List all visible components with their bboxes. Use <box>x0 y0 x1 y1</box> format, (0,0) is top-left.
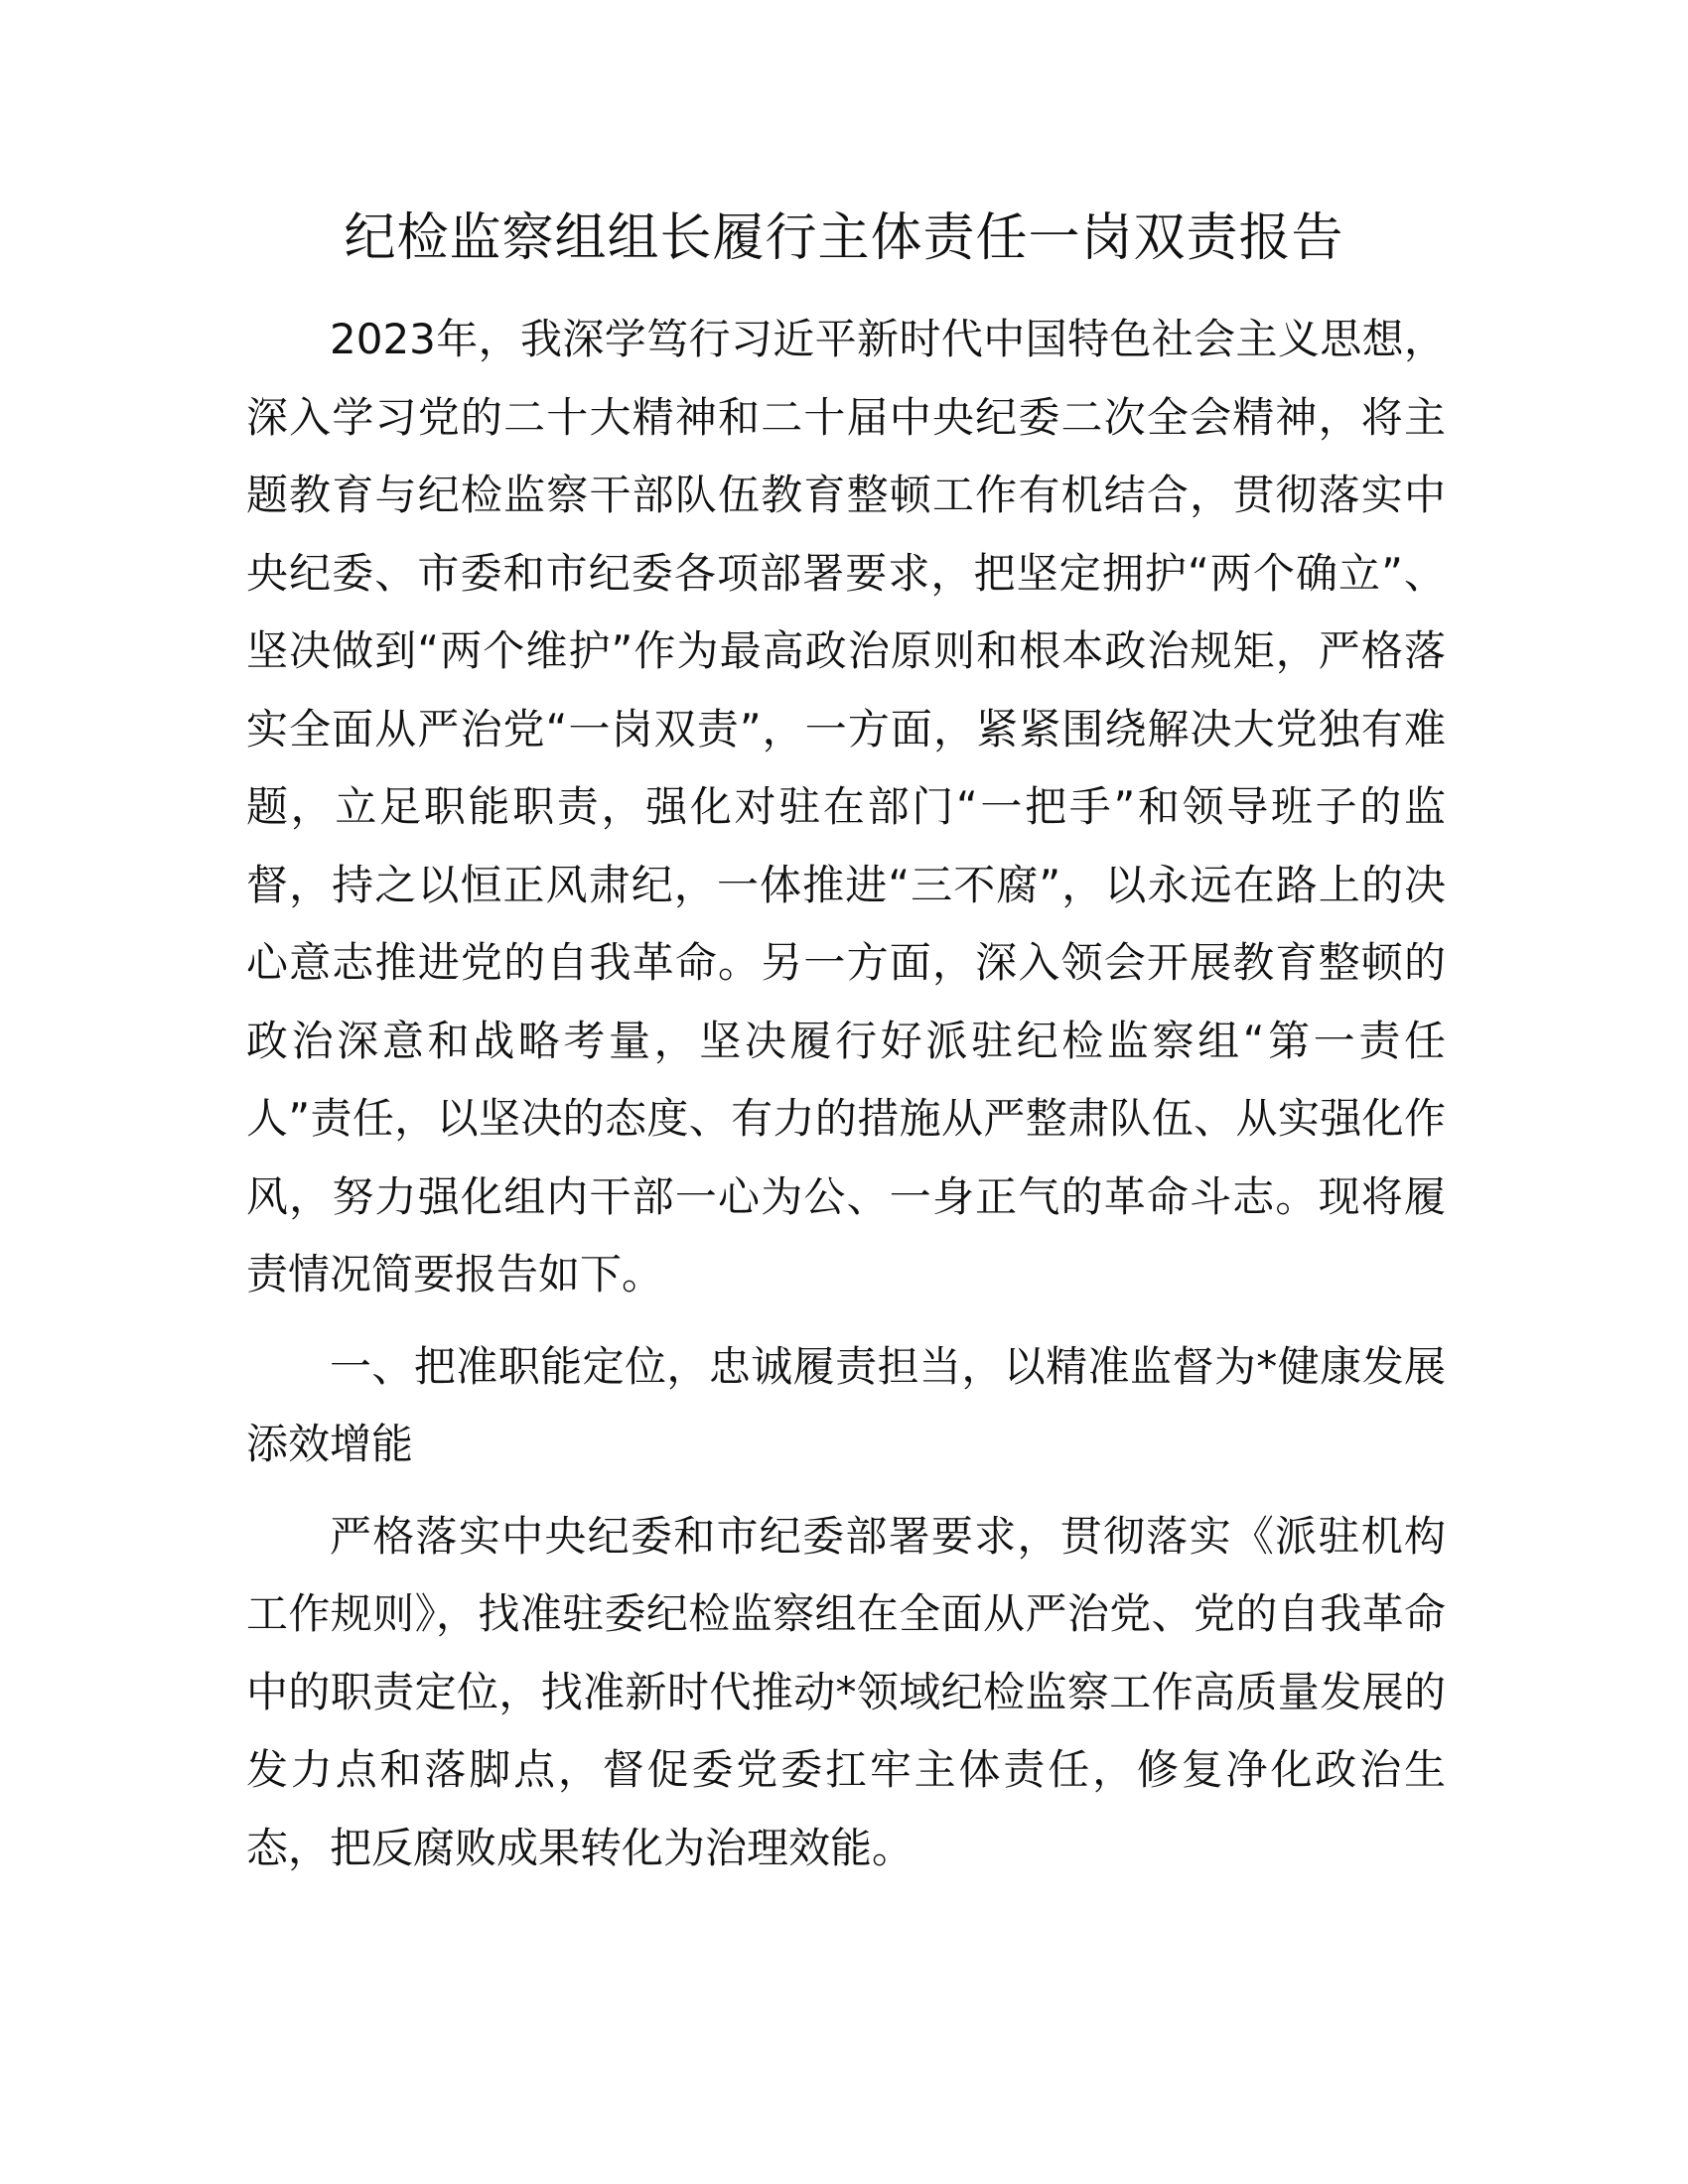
document-body <box>246 301 1446 1887</box>
section-heading-1: 一、把准职能定位，忠诚履责担当，以精准监督为*健康发展添效增能 <box>246 1341 1446 1468</box>
section-1-paragraph: 严格落实中央纪委和市纪委部署要求，贯彻落实《派驻机构工作规则》，找准驻委纪检监察组在全面从严治党、党的自我革命中的职责定位，找准新时代推动*领域纪检监察工作高质量发展的发力点和落脚点，督促委党委扛牢主体责任，修复净化政治生态，把反腐败成果转化为治理效能。 <box>246 1511 1446 1872</box>
document-title: 纪检监察组组长履行主体责任一岗双责报告 <box>344 208 1344 268</box>
intro-paragraph: 2023年，我深学笃行习近平新时代中国特色社会主义思想，深入学习党的二十大精神和二十届中央纪委二次全会精神，将主题教育与纪检监察干部队伍教育整顿工作有机结合，贯彻落实中央纪委、市委和市纪委各项部署要求，把坚定拥护“两个确立”、坚决做到“两个维护”作为最高政治原则和根本政治规矩，严格落实全面从严治党“一岗双责”，一方面，紧紧围绕解决大党独有难题，立足职能职责，强化对驻在部门“一把手”和领导班子的监督，持之以恒正风肃纪，一体推进“三不腐”，以永远在路上的决心意志推进党的自我革命。另一方面，深入领会开展教育整顿的政治深意和战略考量，坚决履行好派驻纪检监察组“第一责任人”责任，以坚决的态度、有力的措施从严整肃队伍、从实强化作风，努力强化组内干部一心为公、一身正气的革命斗志。现将履责情况简要报告如下。 <box>246 315 1446 1298</box>
